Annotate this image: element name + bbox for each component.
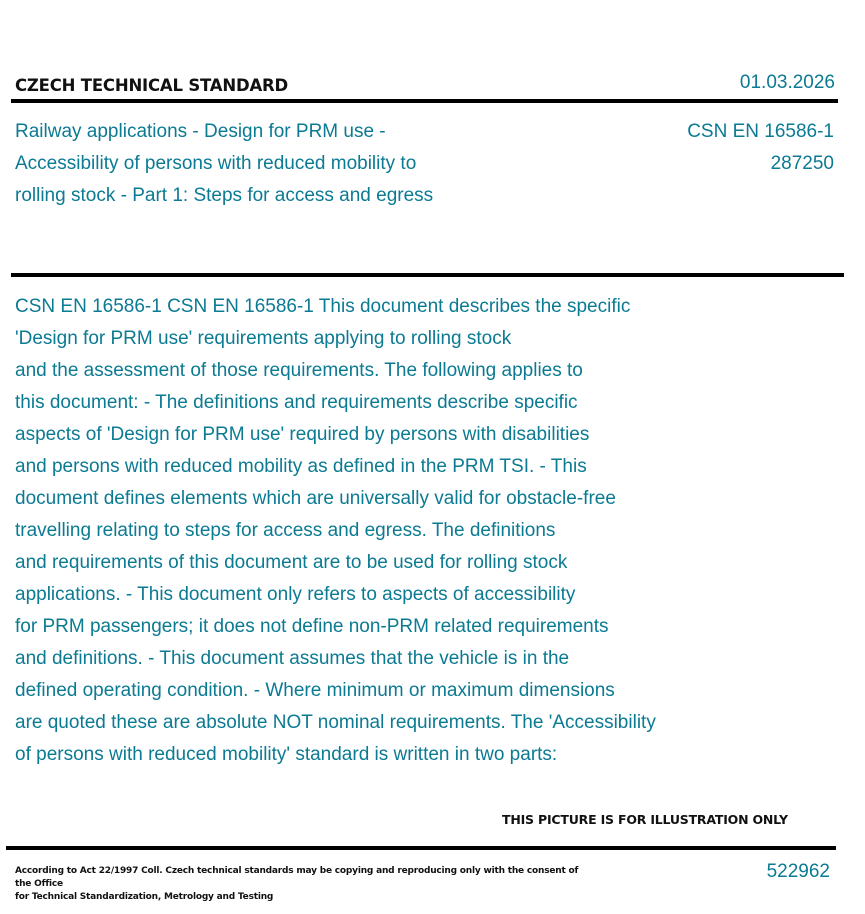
illustration-note: THIS PICTURE IS FOR ILLUSTRATION ONLY <box>502 812 788 827</box>
standard-code: CSN EN 16586-1 <box>687 121 834 142</box>
document-number: 522962 <box>766 861 830 882</box>
publication-date: 01.03.2026 <box>739 72 835 93</box>
title-divider <box>11 273 844 277</box>
standard-title: Railway applications - Design for PRM use - Accessibility of persons with reduced mobility to rolling stock - Part 1: Steps for access and egress <box>15 121 434 206</box>
header-divider <box>11 99 838 103</box>
footer-divider <box>6 846 836 850</box>
standard-abstract: CSN EN 16586-1 CSN EN 16586-1 This document describes the specific 'Design for PRM use' requirements applying to rolling stock and the assessment of those requirements. The following applies to this document: - The definitions and requirements describe specific aspects of 'Design for PRM use' required by persons with disabilities and persons with reduced mobility as defined in the PRM TSI. - This document defines elements which are universally valid for obstacle-free travelling relating to steps for access and egress. The definitions and requirements of this document are to be used for rolling stock applications. - This document only refers to aspects of accessibility for PRM passengers; it does not define non-PRM related requirements and definitions. - This document assumes that the vehicle is in the defined operating condition. - Where minimum or maximum dimensions are quoted these are absolute NOT nominal requirements. The 'Accessibility of persons with reduced mobility' standard is written in two parts: <box>15 296 656 765</box>
standard-codes <box>687 116 834 180</box>
class-number: 287250 <box>770 153 834 174</box>
standard-type-label: CZECH TECHNICAL STANDARD <box>15 76 289 95</box>
copyright-notice: According to Act 22/1997 Coll. Czech technical standards may be copying and reproducing only with the consent of the Office for Technical Standardization, Metrology and Testing <box>15 866 579 902</box>
